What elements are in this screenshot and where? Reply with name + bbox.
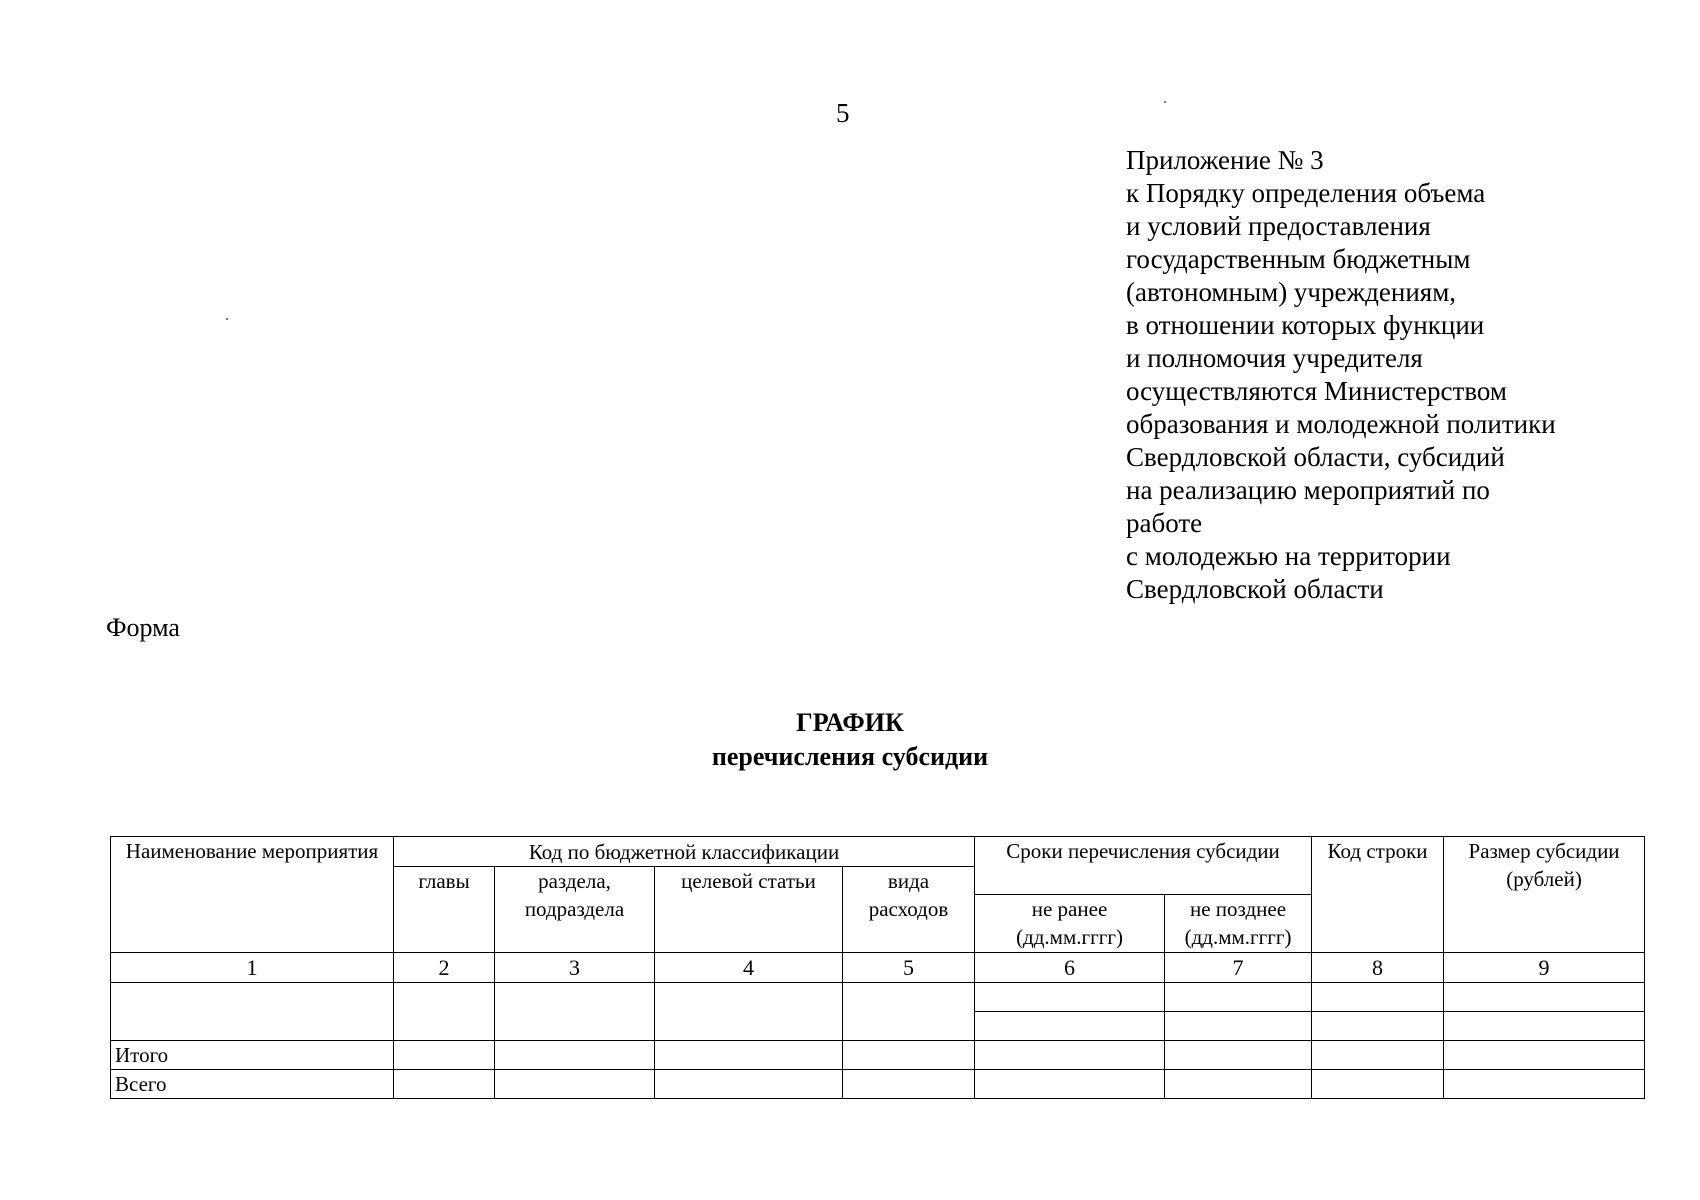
table-cell bbox=[975, 1070, 1165, 1099]
appendix-line: с молодежью на территории bbox=[1126, 541, 1451, 571]
column-number: 5 bbox=[843, 953, 975, 983]
header-name: Наименование мероприятия bbox=[111, 837, 394, 953]
appendix-line: Свердловской области, субсидий bbox=[1126, 442, 1505, 472]
table-cell bbox=[394, 1041, 495, 1070]
table-cell bbox=[1165, 983, 1312, 1012]
table-cell bbox=[843, 1070, 975, 1099]
table-cell bbox=[843, 983, 975, 1041]
table-row-itogo bbox=[111, 1041, 1645, 1070]
header-section: раздела, подраздела bbox=[495, 867, 655, 953]
table-cell bbox=[394, 1070, 495, 1099]
table-cell bbox=[1312, 1041, 1444, 1070]
appendix-line: на реализацию мероприятий по bbox=[1126, 475, 1490, 505]
header-target-article: целевой статьи bbox=[655, 867, 843, 953]
appendix-line: государственным бюджетным bbox=[1126, 244, 1471, 274]
header-line-code: Код строки bbox=[1312, 837, 1444, 953]
appendix-line: работе bbox=[1126, 508, 1203, 538]
header-not-later: не позднее (дд.мм.гггг) bbox=[1165, 895, 1312, 953]
scan-speck bbox=[1164, 101, 1166, 103]
appendix-line: в отношении которых функции bbox=[1126, 310, 1485, 340]
table-cell bbox=[1444, 983, 1645, 1012]
appendix-line: и полномочия учредителя bbox=[1126, 343, 1423, 373]
table-row bbox=[111, 983, 1645, 1012]
table-cell bbox=[655, 1070, 843, 1099]
header-terms: Сроки перечисления субсидии bbox=[975, 837, 1312, 895]
column-number: 2 bbox=[394, 953, 495, 983]
column-number: 3 bbox=[495, 953, 655, 983]
header-budget-code: Код по бюджетной классификации bbox=[394, 837, 975, 867]
column-number: 1 bbox=[111, 953, 394, 983]
row-label-vsego: Всего bbox=[111, 1070, 394, 1099]
table-row-vsego bbox=[111, 1070, 1645, 1099]
table-cell bbox=[1165, 1070, 1312, 1099]
column-number: 6 bbox=[975, 953, 1165, 983]
appendix-line: Свердловской области bbox=[1126, 574, 1384, 604]
table-cell bbox=[495, 983, 655, 1041]
header-expense-type: вида расходов bbox=[843, 867, 975, 953]
appendix-line: Приложение № 3 bbox=[1126, 145, 1324, 175]
table-cell bbox=[1444, 1041, 1645, 1070]
table-cell bbox=[495, 1041, 655, 1070]
appendix-block bbox=[1126, 144, 1556, 606]
header-amount: Размер субсидии (рублей) bbox=[1444, 837, 1645, 953]
document-title: ГРАФИК bbox=[796, 708, 904, 737]
table-cell bbox=[495, 1070, 655, 1099]
appendix-line: (автономным) учреждениям, bbox=[1126, 277, 1457, 307]
table-cell bbox=[1312, 983, 1444, 1012]
table-cell bbox=[394, 983, 495, 1041]
header-not-earlier: не ранее (дд.мм.гггг) bbox=[975, 895, 1165, 953]
column-number: 8 bbox=[1312, 953, 1444, 983]
table-cell bbox=[655, 983, 843, 1041]
column-number: 7 bbox=[1165, 953, 1312, 983]
page-number: 5 bbox=[836, 98, 850, 128]
column-number-row bbox=[111, 953, 1645, 983]
document-subtitle: перечисления субсидии bbox=[711, 742, 989, 771]
header-chapter: главы bbox=[394, 867, 495, 953]
table-cell bbox=[1312, 1070, 1444, 1099]
row-label-itogo: Итого bbox=[111, 1041, 394, 1070]
table-cell bbox=[975, 983, 1165, 1012]
subsidy-schedule-table bbox=[110, 836, 1645, 1099]
header-row bbox=[111, 837, 1645, 867]
appendix-line: и условий предоставления bbox=[1126, 211, 1431, 241]
table-cell bbox=[1165, 1012, 1312, 1041]
document-title-block bbox=[0, 706, 1700, 774]
appendix-line: образования и молодежной политики bbox=[1126, 409, 1556, 439]
table-cell bbox=[655, 1041, 843, 1070]
table-cell bbox=[1444, 1012, 1645, 1041]
table-cell bbox=[843, 1041, 975, 1070]
appendix-line: к Порядку определения объема bbox=[1126, 178, 1486, 208]
row-label-empty bbox=[111, 983, 394, 1041]
table-cell bbox=[1165, 1041, 1312, 1070]
form-label: Форма bbox=[106, 613, 180, 642]
table-cell bbox=[975, 1041, 1165, 1070]
table-cell bbox=[1444, 1070, 1645, 1099]
column-number: 9 bbox=[1444, 953, 1645, 983]
table-cell bbox=[975, 1012, 1165, 1041]
table-cell bbox=[1312, 1012, 1444, 1041]
column-number: 4 bbox=[655, 953, 843, 983]
scan-speck bbox=[226, 318, 228, 320]
appendix-line: осуществляются Министерством bbox=[1126, 376, 1507, 406]
